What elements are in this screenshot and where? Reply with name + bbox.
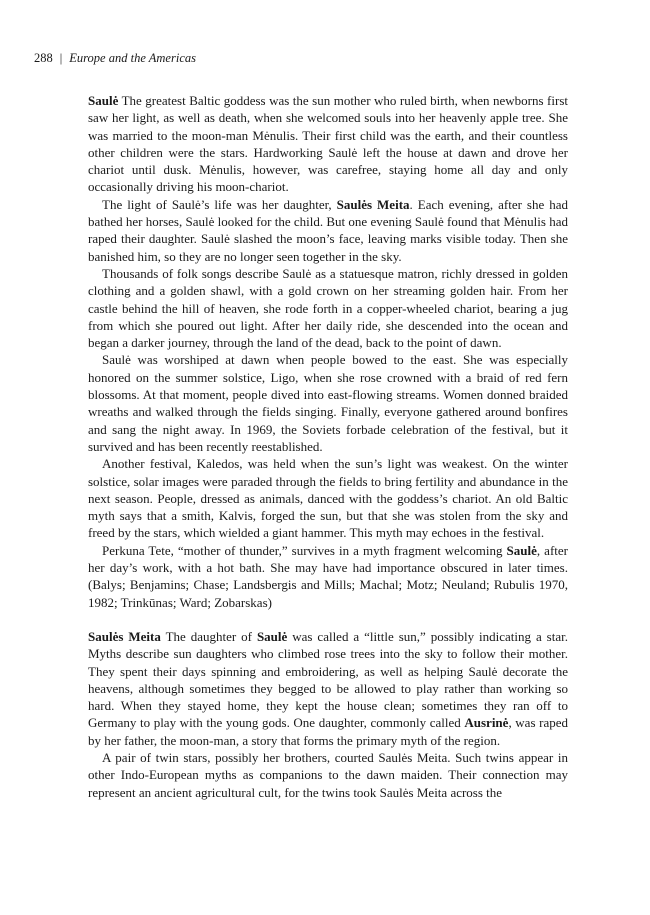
text-run: , was raped by her father, the moon-man, a story that forms the primary myth of the region. bbox=[88, 715, 568, 748]
page-number: 288 bbox=[34, 51, 53, 65]
entry-paragraph bbox=[88, 196, 568, 265]
entry-paragraph bbox=[88, 542, 568, 611]
entry-paragraph-first bbox=[88, 92, 568, 196]
bold-term: Saulės Meita bbox=[88, 628, 161, 644]
page-body bbox=[88, 92, 568, 801]
text-run: The light of Saulė’s life was her daughter, bbox=[102, 196, 337, 212]
entry-paragraph-first bbox=[88, 628, 568, 749]
header-separator: | bbox=[59, 51, 63, 65]
bold-term: Ausrinė bbox=[464, 715, 509, 731]
text-run: was called a “little sun,” possibly indicating a star. Myths describe sun daughters who climbed rose trees into the sky to follow their mother. They spent their days spinning and embroidering, as well as helping Saulė decorate the heavens, although sometimes they begged to be allowed to play rather than working so hard. When they stayed home, they kept the house clean; sometimes they ran off to Germany to play with the young gods. One daughter, commonly called bbox=[88, 628, 568, 731]
bold-term: Saulė bbox=[88, 93, 119, 108]
entry-paragraph bbox=[88, 351, 568, 455]
entry-paragraph bbox=[88, 749, 568, 801]
text-run: Another festival, Kaledos, was held when the sun’s light was weakest. On the winter solstice, solar images were paraded through the fields to bring fertility and abundance in the next season. People, dressed as animals, danced with the goddess’s chariot. An old Baltic myth says that a smith, Kalvis, forged the sun, but that she was stolen from the sky and freed by the stars, which wielded a giant hammer. This myth may echoes in the festival. bbox=[88, 456, 568, 541]
bold-term: Saulė bbox=[256, 628, 288, 644]
text-run: The greatest Baltic goddess was the sun mother who ruled birth, when newborns first saw her light, as well as death, when she welcomed souls into her heavenly apple tree. She was married to the moon-man Mėnulis. Their first child was the earth, and their countless other children were the stars. Hardworking Saulė left the house at dawn and drove her chariot until dusk. Mėnulis, however, was carefree, staying home all day and only occasionally driving his moon-chariot. bbox=[88, 93, 568, 195]
text-run: . Each evening, after she had bathed her horses, Saulė looked for the child. But one evening Saulė found that Mėnulis had raped their daughter. Saulė slashed the moon’s face, leaving marks visible today. Then she banished him, so they are no longer seen together in the sky. bbox=[88, 196, 568, 264]
section-title: Europe and the Americas bbox=[69, 51, 196, 65]
text-run: Saulė was worshiped at dawn when people bowed to the east. She was especially honored on the summer solstice, Ligo, when she rose crowned with a braid of red fern blossoms. At that moment, people dived into east-flowing streams. Women donned braided wreaths and walked through the fields singing. Finally, everyone gathered around bonfires and sang the night away. In 1969, the Soviets forbade celebration of the festival, but it survived and has been recently reestablished. bbox=[88, 352, 568, 454]
text-run: A pair of twin stars, possibly her brothers, courted Saulės Meita. Such twins appear in other Indo-European myths as companions to the dawn maiden. Their connection may represent an ancient agricultural cult, for the twins took Saulės Meita across the bbox=[88, 749, 568, 800]
running-head bbox=[34, 50, 196, 66]
text-run: Thousands of folk songs describe Saulė as a statuesque matron, richly dressed in golden clothing and a golden shawl, with a gold crown on her streaming golden hair. From her castle behind the hill of heaven, she rode forth in a copper-wheeled chariot, bearing a jug from which she poured out light. After her daily ride, she descended into the ocean and began a darker journey, through the land of the dead, back to the point of dawn. bbox=[88, 265, 568, 351]
bold-term: Saulės Meita bbox=[336, 196, 410, 212]
entry-paragraph bbox=[88, 455, 568, 541]
bold-term: Saulė bbox=[506, 542, 537, 558]
text-run: , after her day’s work, with a hot bath. She may have had importance obscured in later times. (Balys; Benjamins; Chase; Landsbergis and Mills; Machal; Motz; Neuland; Rubulis 1970, 1982; Trinkūnas; Ward; Zobarskas) bbox=[88, 542, 568, 610]
entry-paragraph bbox=[88, 265, 568, 351]
text-run: The daughter of bbox=[160, 628, 257, 644]
text-run: Perkuna Tete, “mother of thunder,” survives in a myth fragment welcoming bbox=[102, 542, 507, 558]
